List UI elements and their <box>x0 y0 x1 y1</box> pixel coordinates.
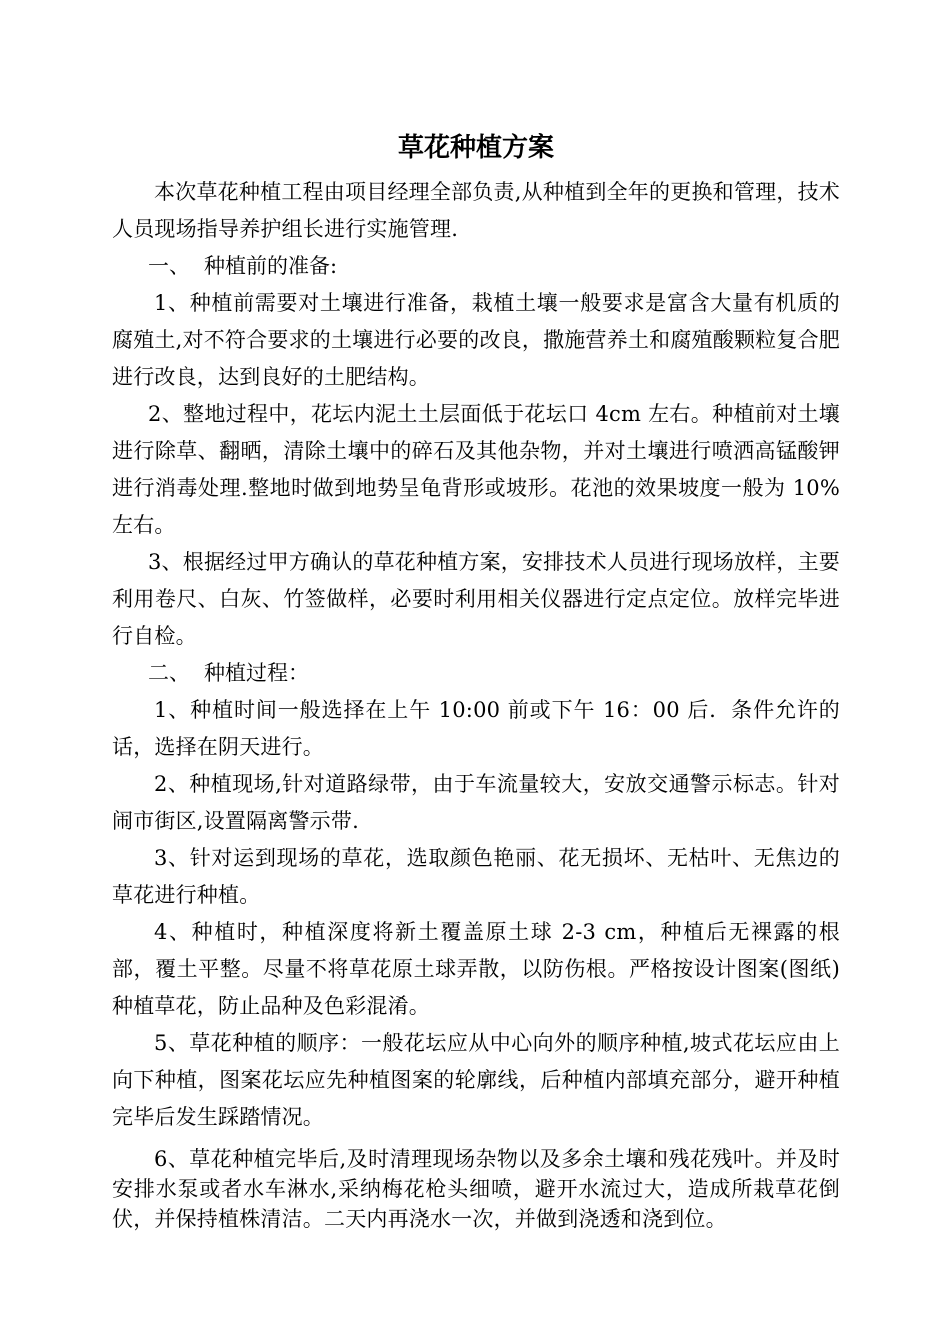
section-title-1: 种植前的准备: <box>204 254 338 278</box>
section-1-item-1: 1、种植前需要对土壤进行准备，栽植土壤一般要求是富含大量有机质的腐殖土,对不符合要求的土壤进行必要的改良，撒施营养土和腐殖酸颗粒复合肥进行改良，达到良好的土肥结构。 <box>112 291 840 389</box>
section-heading-1 <box>112 248 840 285</box>
section-2-item-1: 1、种植时间一般选择在上午 10:00 前或下午 16：00 后．条件允许的话，选择在阴天进行。 <box>112 698 840 759</box>
document-page <box>112 128 840 1234</box>
section-heading-2 <box>112 655 840 692</box>
section-1-item-2: 2、整地过程中，花坛内泥土土层面低于花坛口 4cm 左右。种植前对土壤进行除草、翻晒，清除土壤中的碎石及其他杂物，并对土壤进行喷洒高锰酸钾进行消毒处理.整地时做到地势呈龟背形或坡形。花池的效果坡度一般为 10%左右。 <box>112 402 840 537</box>
section-number-1: 一、 <box>148 254 190 278</box>
section-2-item-2: 2、种植现场,针对道路绿带，由于车流量较大，安放交通警示标志。针对闹市街区,设置隔离警示带. <box>112 772 840 833</box>
section-2-item-4: 4、种植时，种植深度将新土覆盖原土球 2-3 cm，种植后无裸露的根部，覆土平整。尽量不将草花原土球弄散，以防伤根。严格按设计图案(图纸)种植草花，防止品种及色彩混淆。 <box>112 920 840 1018</box>
section-2-item-6: 6、草花种植完毕后,及时清理现场杂物以及多余土壤和残花残叶。并及时安排水泵或者水车淋水,采纳梅花枪头细喷，避开水流过大，造成所栽草花倒伏，并保持植株清洁。二天内再浇水一次，并做到浇透和浇到位。 <box>112 1147 840 1231</box>
document-title: 草花种植方案 <box>397 133 554 163</box>
section-1-item-3: 3、根据经过甲方确认的草花种植方案，安排技术人员进行现场放样，主要利用卷尺、白灰、竹签做样，必要时利用相关仪器进行定点定位。放样完毕进行自检。 <box>112 550 840 648</box>
intro-paragraph: 本次草花种植工程由项目经理全部负责,从种植到全年的更换和管理，技术人员现场指导养护组长进行实施管理. <box>112 180 840 241</box>
section-2-item-3: 3、针对运到现场的草花，选取颜色艳丽、花无损坏、无枯叶、无焦边的草花进行种植。 <box>112 846 840 907</box>
section-2-item-5: 5、草花种植的顺序：一般花坛应从中心向外的顺序种植,坡式花坛应由上向下种植，图案花坛应先种植图案的轮廓线，后种植内部填充部分，避开种植完毕后发生踩踏情况。 <box>112 1031 840 1129</box>
section-number-2: 二、 <box>148 661 190 685</box>
section-title-2: 种植过程： <box>204 661 309 685</box>
